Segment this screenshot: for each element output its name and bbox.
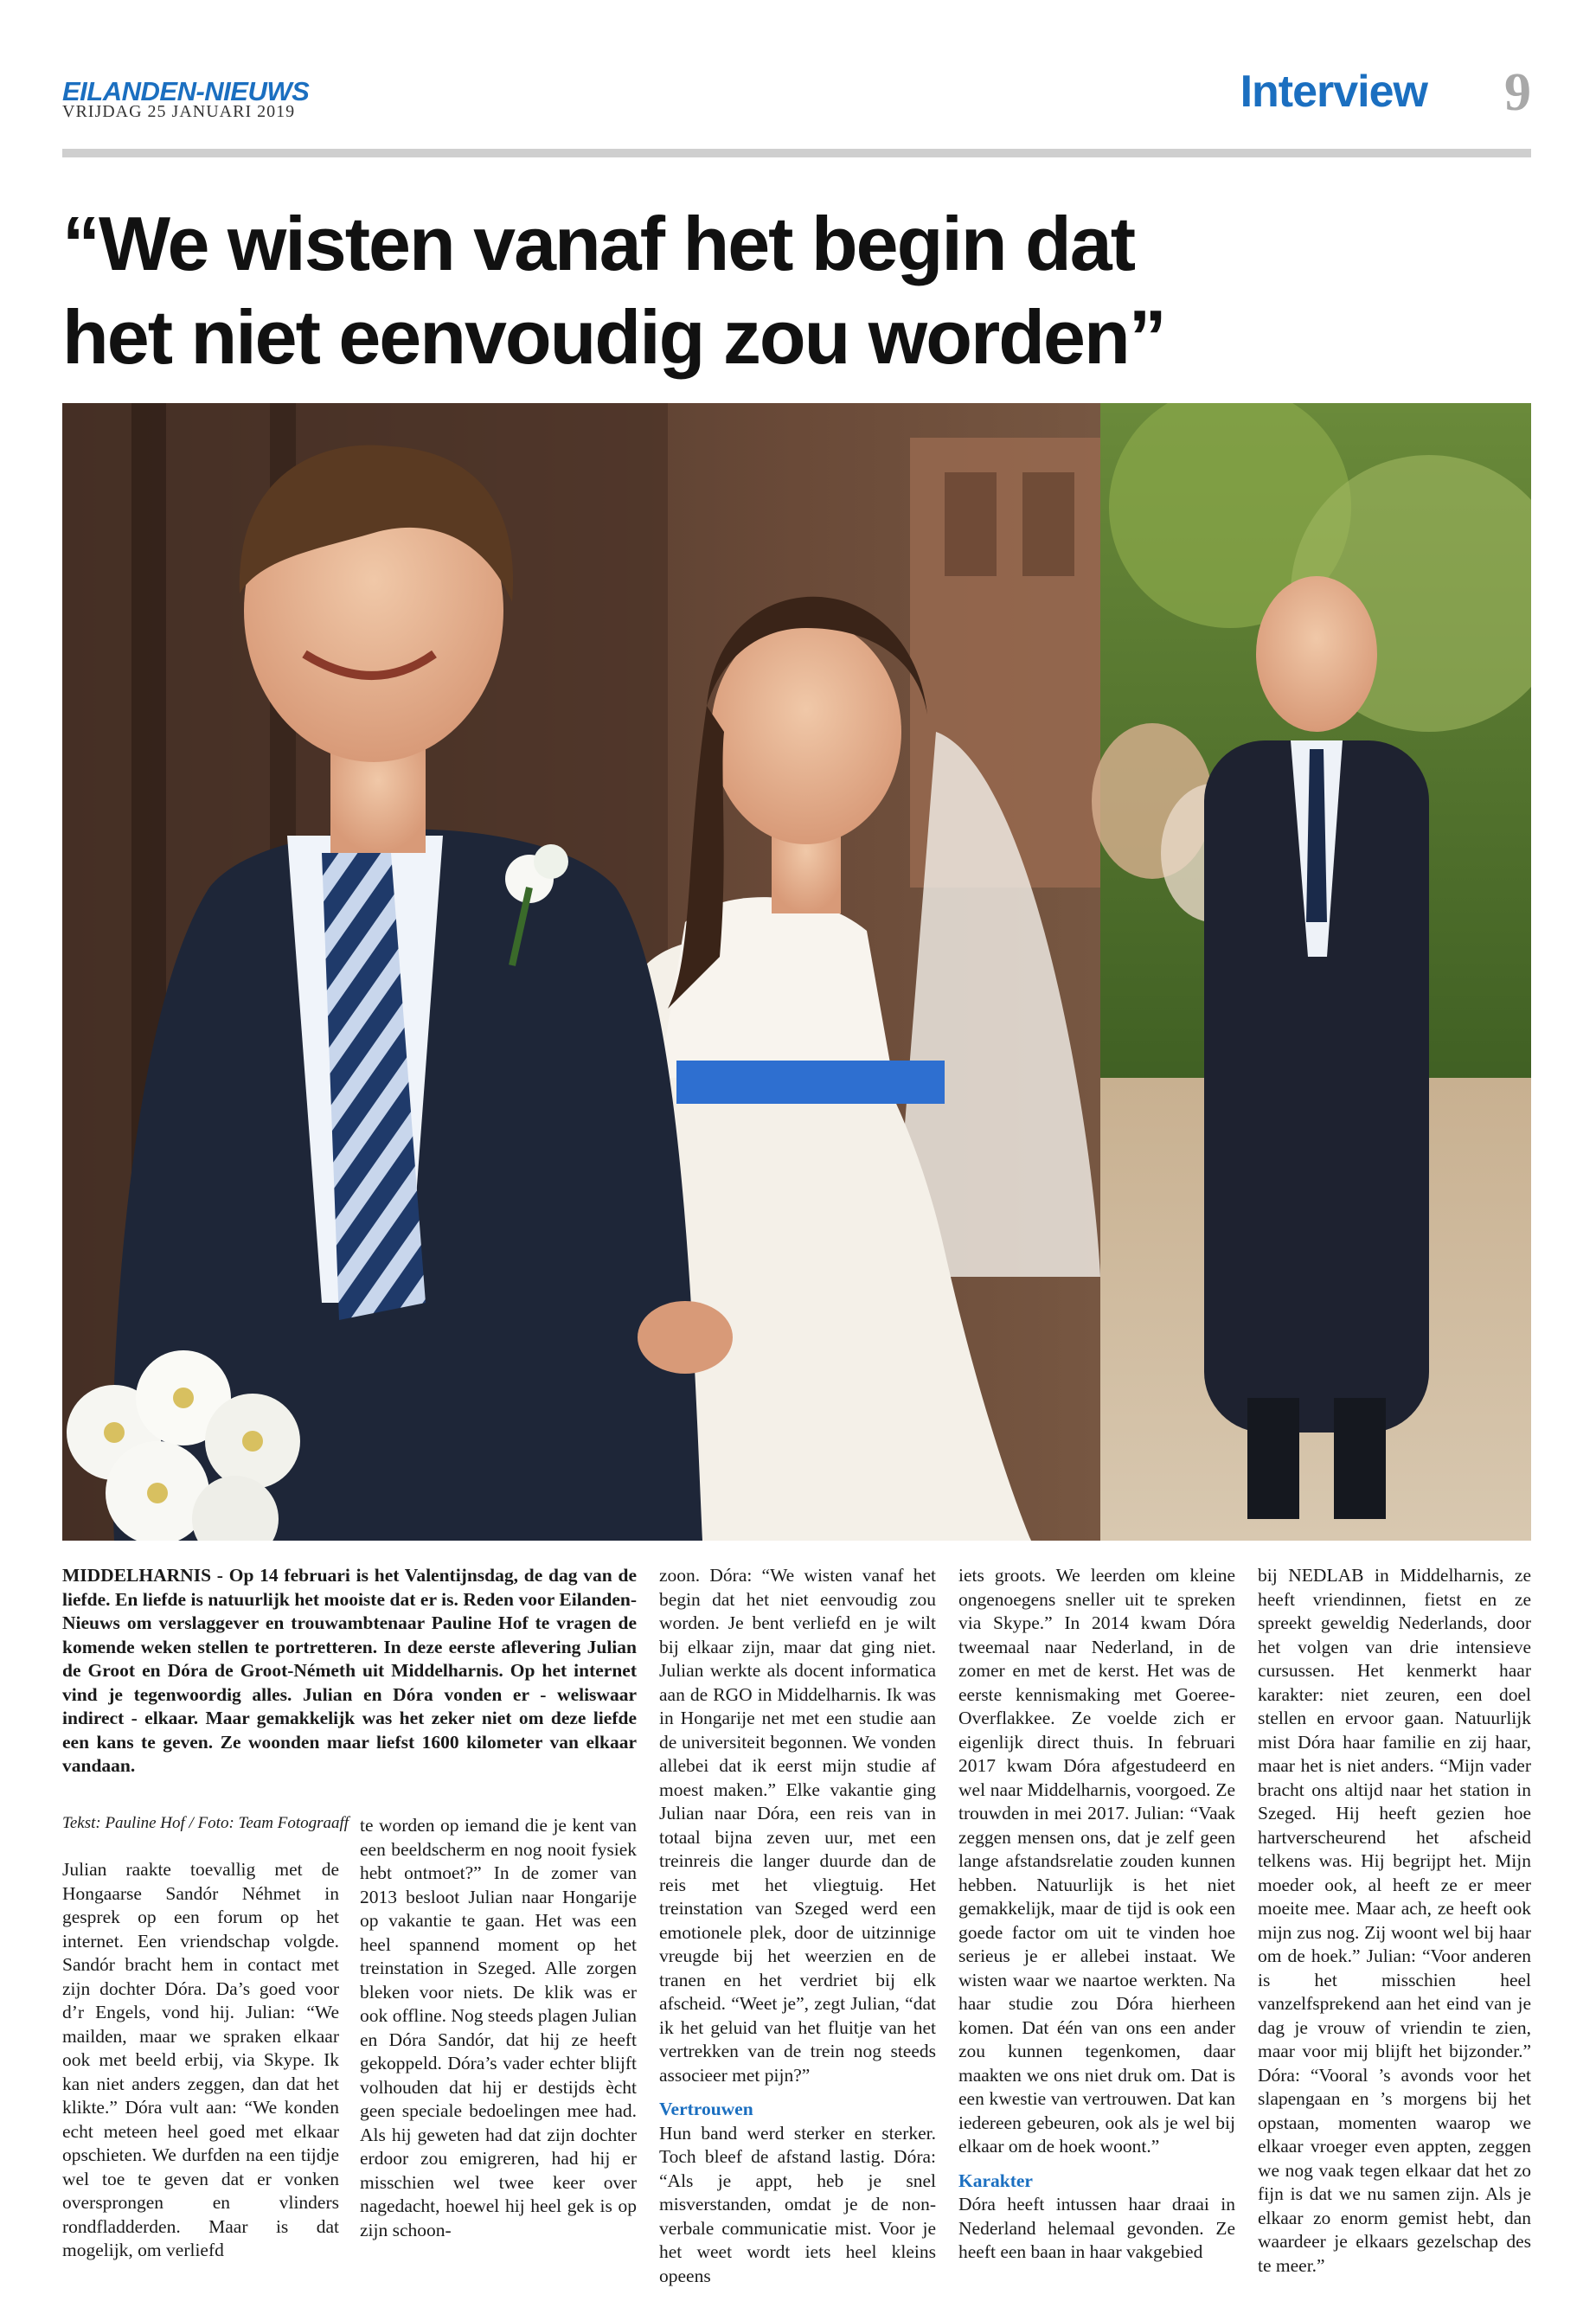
dateline: VRIJDAG 25 JANUARI 2019	[62, 102, 296, 121]
photo-credit: Tekst: Pauline Hof / Foto: Team Fotograaff	[62, 1814, 349, 1832]
article-column-1	[62, 1858, 339, 2263]
column-4-text-a: iets groots. We leerden om kleine ongenoegens sneller uit te spreken via Skype.” In 2014 kwam Dóra tweemaal naar Nederland, in de zomer en met de kerst. Het was de eerste kennismaking met Goeree-Overflakkee. Ze voelde zich er eigenlijk direct thuis. In februari 2017 kwam Dóra afgestudeerd en wel naar Middelharnis, voorgoed. Ze trouwden in mei 2017. Julian: “Vaak zeggen mensen ons, dat je zelf geen lange afstandsrelatie zouden kunnen hebben. Natuurlijk is het niet gemakkelijk, maar de tijd is ook een goede factor om uit te vinden hoe serieus je er allebei instaat. We wisten waar we naartoe werkten. Na haar studie zou Dóra hierheen komen. Dat één van ons een ander zou kunnen tegenkomen, daar maakten we ons niet druk om. Dat is een kwestie van vertrouwen. Dat kan iedereen gebeuren, ook als je wel bij elkaar om de hoek woont.”	[958, 1565, 1235, 2157]
column-3-text-b: Hun band werd sterker en sterker. Toch bleef de afstand lastig. Dóra: “Als je appt, heb je snel misverstanden, omdat je de non-verbale communicatie mist. Voor je het weet wordt iets heel kleins opeens	[659, 2122, 936, 2286]
wedding-photo-illustration	[62, 403, 1531, 1541]
column-4-text-b: Dóra heeft intussen haar draai in Nederland helemaal gevonden. Ze heeft een baan in haar vakgebied	[958, 2194, 1235, 2262]
page-number: 9	[1504, 63, 1531, 122]
subhead-karakter: Karakter	[958, 2170, 1033, 2191]
section-label: Interview	[1240, 67, 1427, 117]
wedding-photo	[62, 403, 1531, 1541]
header-rule	[62, 149, 1531, 157]
headline-line-2: het niet eenvoudig zou worden”	[62, 294, 1165, 380]
column-1-text: Julian raakte toevallig met de Hongaarse Sandór Néhmet in gesprek op een forum op het internet. Een vriendschap volgde. Sandór bracht hem in contact met zijn dochter Dóra. Da’s goed voor d’r Engels, vond hij. Julian: “We mailden, maar we spraken elkaar ook met beeld erbij, via Skype. Ik kan niet anders zeggen, dan dat het klikte.” Dóra vult aan: “We konden echt meteen heel goed met elkaar opschieten. We durfden na een tijdje wel toe te geven dat er vonken oversprongen en vlinders rondfladderden. Maar is dat mogelijk, om verliefd	[62, 1859, 339, 2260]
article-column-5	[1258, 1564, 1531, 2278]
column-2-text: te worden op iemand die je kent van een beeldscherm en nog nooit fysiek hebt ontmoet?” In de zomer van 2013 besloot Julian naar Hongarije op vakantie te gaan. Het was een heel spannend moment op het treinstation in Szeged. Alle zorgen bleken voor niets. De klik was er ook offline. Nog steeds plagen Julian en Dóra Sandór, dat hij ze heeft gekoppeld. Dóra’s vader echter blijft volhouden dat hij er destijds ècht geen speciale bedoelingen mee had. Als hij geweten had dat zijn dochter erdoor zou emigreren, had hij er misschien wel twee keer over nagedacht, hoewel hij heel gek is op zijn schoon-	[360, 1815, 637, 2240]
lead-paragraph: MIDDELHARNIS - Op 14 februari is het Valentijnsdag, de dag van de liefde. En liefde is natuurlijk het mooiste dat er is. Reden voor Eilanden-Nieuws om verslaggever en trouwambtenaar Pauline Hof te vragen de komende weken stellen te portretteren. In deze eerste aflevering Julian de Groot en Dóra de Groot-Németh uit Middelharnis. Op het internet vind je tegenwoordig alles. Julian en Dóra vonden er - weliswaar indirect - elkaar. Maar gemakkelijk was het zeker niet om deze liefde een kans te geven. Ze woonden maar liefst 1600 kilometer van elkaar vandaan.	[62, 1565, 637, 1776]
column-3-text-a: zoon. Dóra: “We wisten vanaf het begin dat het niet eenvoudig zou worden. Je bent verliefd en je wilt bij elkaar zijn, maar dat ging niet. Julian werkte als docent informatica aan de RGO in Middelharnis. Ik was in Hongarije net met een studie aan de universiteit begonnen. We vonden allebei dat ik eerst mijn studie af moest maken.” Elke vakantie ging Julian naar Dóra, een reis van in totaal bijna zeven uur, met een treinreis die langer duurde dan de reis met het vliegtuig. Het treinstation van Szeged werd een emotionele plek, door de uitzinnige vreugde bij het weerzien en de tranen en het verdriet bij elk afscheid. “Weet je”, zegt Julian, “dat ik het geluid van het fluitje van het vertrekken van de trein nog steeds associeer met pijn?”	[659, 1565, 936, 2086]
article-column-2	[360, 1814, 637, 2242]
subhead-vertrouwen: Vertrouwen	[659, 2099, 753, 2119]
headline-line-1: “We wisten vanaf het begin dat	[62, 201, 1135, 286]
article-column-3	[659, 1564, 936, 2288]
article-column-4	[958, 1564, 1235, 2265]
masthead-logo: EILANDEN-NIEUWS	[62, 76, 310, 106]
column-5-text: bij NEDLAB in Middelharnis, ze heeft vriendinnen, fietst en ze spreekt geweldig Nederlands, door het volgen van drie intensieve cursussen. Het kenmerkt haar karakter: niet zeuren, een doel stellen en ervoor gaan. Natuurlijk mist Dóra haar familie en zij haar, maar het is niet anders. “Mijn vader bracht ons altijd naar het station in Szeged. Hij heeft gezien hoe hartverscheurend het afscheid telkens was. Hij begrijpt het. Mijn moeder ook, al heeft ze er meer moeite mee. Maar ach, ze heeft ook mijn zus nog. Zij woont wel bij haar om de hoek.” Julian: “Voor anderen is het misschien heel vanzelfsprekend aan het eind van je dag je vrouw of vriendin te zien, maar voor mij blijft het bijzonder.” Dóra: “Vooral ’s avonds voor het slapengaan en ’s morgens bij het opstaan, momenten waarop we elkaar vroeger even appten, zeggen we nog vaak tegen elkaar dat het zo fijn is dat we nu samen zijn. Als je elkaar zo enorm gemist hebt, dan waardeer je elkaars gezelschap des te meer.”	[1258, 1565, 1531, 2276]
headline	[62, 197, 1446, 384]
